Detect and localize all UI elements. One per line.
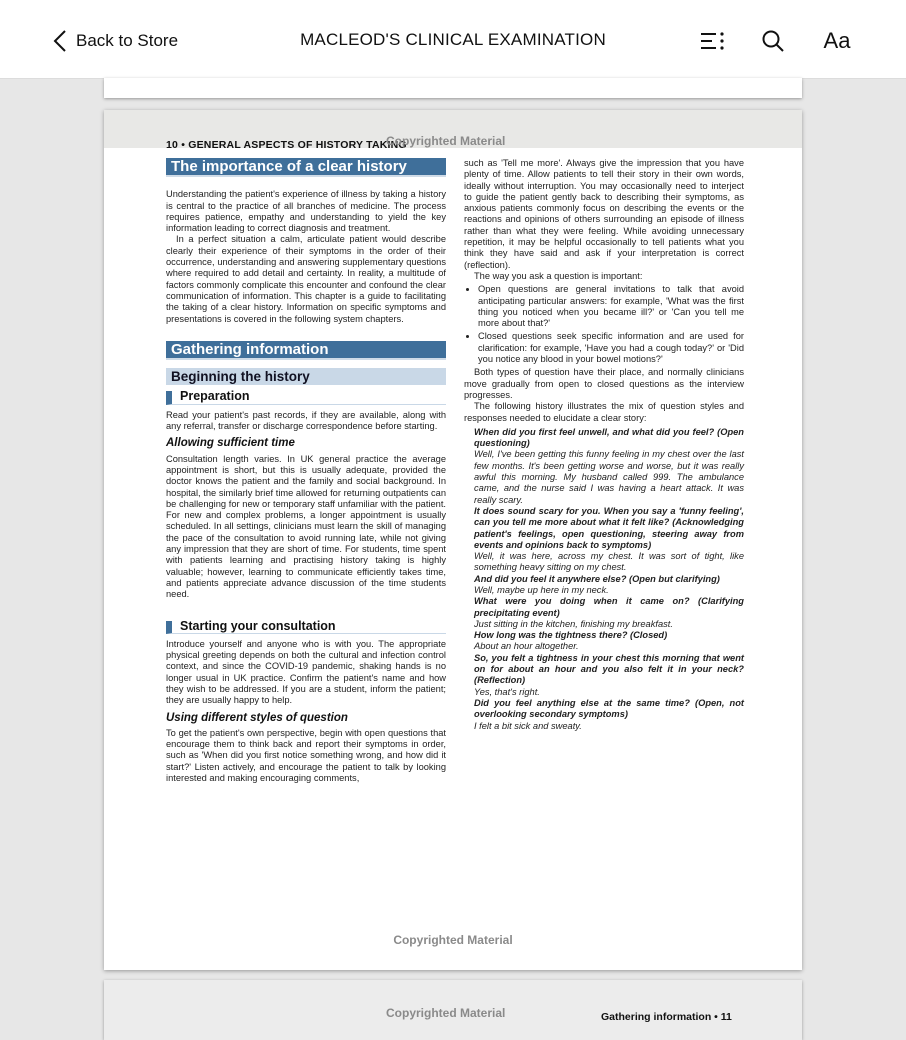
minor-heading: Starting your consultation — [166, 621, 446, 634]
bullet-list — [464, 284, 744, 365]
section-heading: The importance of a clear history — [166, 158, 446, 177]
table-of-contents-icon — [699, 30, 725, 52]
chevron-left-icon — [52, 28, 68, 54]
book-page — [104, 110, 802, 970]
contents-button[interactable] — [698, 26, 726, 56]
dialogue-line: And did you feel it anywhere else? (Open but clarifying) — [474, 573, 720, 584]
copyright-watermark: Copyrighted Material — [386, 1006, 506, 1020]
paragraph: To get the patient's own perspective, begin with open questions that encourage them to think back and report their symptoms in order, such as 'When did you first notice something wrong, and how did it start?' Listen actively, and encourage the patient to talk by looking interested and making encouraging comments, — [166, 727, 446, 784]
paragraph: The way you ask a question is important: — [474, 270, 643, 281]
dialogue-line: Well, it was here, across my chest. It was sort of tight, like something heavy sitting on my chest. — [474, 551, 744, 573]
paragraph: Introduce yourself and anyone who is with you. The appropriate physical greeting depends on both the cultural and infection control context, and since the COVID-19 pandemic, shaking hands is no longer usual in UK practice. Confirm the patient's name and how they wish to be addressed. If you are a student, inform the patient; they are usually happy to help. — [166, 638, 446, 706]
dialogue-line: How long was the tightness there? (Closed) — [474, 630, 668, 641]
minor-heading: Preparation — [166, 391, 446, 404]
paragraph: Understanding the patient's experience of illness by taking a history is central to the practice of all branches of medicine. The process requires patience, empathy and understanding to yield the key information leading to correct diagnosis and treatment. — [166, 189, 446, 234]
paragraph: The following history illustrates the mix of question styles and responses needed to elucidate a clear story: — [464, 401, 744, 423]
previous-page-edge — [104, 78, 802, 98]
section-heading: Gathering information — [166, 341, 446, 360]
bullet-separator: • — [181, 139, 189, 151]
paragraph: Both types of question have their place, and normally clinicians move gradually from open to closed questions as the interview progresses. — [464, 367, 744, 400]
search-button[interactable] — [760, 26, 786, 56]
dialogue-line: Well, maybe up here in my neck. — [474, 584, 609, 595]
paragraph: Read your patient's past records, if they are available, along with any referral, transfer or discharge correspondence before starting. — [166, 409, 446, 432]
dialogue-line: It does sound scary for you. When you say a 'funny feeling', can you tell me more about what it felt like? (Acknowledging patient's feelings, open questioning, steering away from events and opinions back to symptoms) — [474, 505, 744, 550]
list-item: • Closed questions seek specific information and are used for clarification: for example, 'Have you had a cough today?' or 'Did you notice any blood in your bowel motions?' — [478, 331, 744, 365]
running-head: 10 • GENERAL ASPECTS OF HISTORY TAKING — [166, 139, 407, 151]
list-item: • Open questions are general invitations to talk that avoid anticipating particular answers: for example, 'What was the first thing you noticed when you became ill?' or 'Can you tell me more about that?' — [478, 284, 744, 329]
back-to-store-button[interactable] — [52, 26, 178, 56]
italic-heading: Using different styles of question — [166, 711, 348, 724]
dialogue-line: Just sitting in the kitchen, finishing my breakfast. — [474, 618, 673, 629]
back-label: Back to Store — [76, 31, 179, 50]
dialogue-line: When did you first feel unwell, and what did you feel? (Open questioning) — [474, 426, 744, 449]
dialogue-line: What were you doing when it came on? (Clarifying precipitating event) — [474, 596, 744, 618]
dialogue-line: Yes, that's right. — [474, 686, 540, 697]
reader-toolbar — [0, 0, 906, 79]
dialogue-line: Well, I've been getting this funny feeling in my chest over the last few months. It's been getting worse and worse, but it was really awful this morning. My husband called 999. The ambulance came, and the nurse said I was having a heart attack. It was really scary. — [474, 449, 744, 505]
text-settings-button[interactable]: Aa — [823, 28, 851, 53]
copyright-watermark: Copyrighted Material — [393, 933, 513, 947]
italic-heading: Allowing sufficient time — [166, 437, 295, 450]
subsection-heading: Beginning the history — [166, 368, 446, 385]
search-icon — [761, 29, 785, 53]
running-head: Gathering information • 11 — [601, 1011, 732, 1023]
dialogue-line: So, you felt a tightness in your chest this morning that went on for about an hour and you also felt it in your neck? (Reflection) — [474, 652, 744, 686]
dialogue-line: Did you feel anything else at the same time? (Open, not overlooking secondary symptoms) — [474, 697, 744, 720]
dialogue-line: About an hour altogether. — [474, 641, 579, 652]
copyright-watermark: Copyrighted Material — [386, 134, 506, 148]
left-column — [166, 158, 446, 784]
dialogue-line: I felt a bit sick and sweaty. — [474, 720, 582, 731]
paragraph: Consultation length varies. In UK general practice the average appointment is short, but this is usually adequate, provided the doctor knows the patient and the family and social background. In hospital, the similarly brief time allowed for returning outpatients can be challenging for new or temporary staff unfamiliar with the patient. For new and complex problems, a longer appointment is usually scheduled. In all settings, clinicians must learn the skill of managing the pace of the consultation to avoid running late, while not giving any impression that they are short of time. For students, time spent with patients learning and practising history taking is highly valuable; however, learning to communicate efficiently takes time, and patients appreciate advance discussion of the time students need. — [166, 453, 446, 600]
right-column — [464, 158, 744, 732]
next-page-edge — [104, 980, 802, 1040]
book-title: MACLEOD'S CLINICAL EXAMINATION — [300, 30, 606, 49]
bullet-separator: • — [714, 1011, 721, 1023]
paragraph: In a perfect situation a calm, articulate patient would describe clearly their experience of their symptoms in the order of their occurrence, understanding and answering supplementary questions where required to add detail and certainty. In reality, a multitude of factors commonly complicate this encounter and confound the clear communication of information. This chapter is a guide to facilitating the taking of a clear history. Information on specific symptoms and presentations is covered in the following system chapters. — [166, 234, 446, 324]
paragraph: such as 'Tell me more'. Always give the impression that you have plenty of time. Allow patients to tell their story in their own words, ideally without interruption. You may occasionally need to interject to guide the patient gently back to describing their symptoms, as anxious patients commonly focus on describing the events or the reactions and opinions of others surrounding an episode of illness rather than what they were feeling. While avoiding unnecessary repetition, it may be helpful occasionally to tell patients what you think they have said and ask if your interpretation is correct (reflection). — [464, 158, 744, 270]
